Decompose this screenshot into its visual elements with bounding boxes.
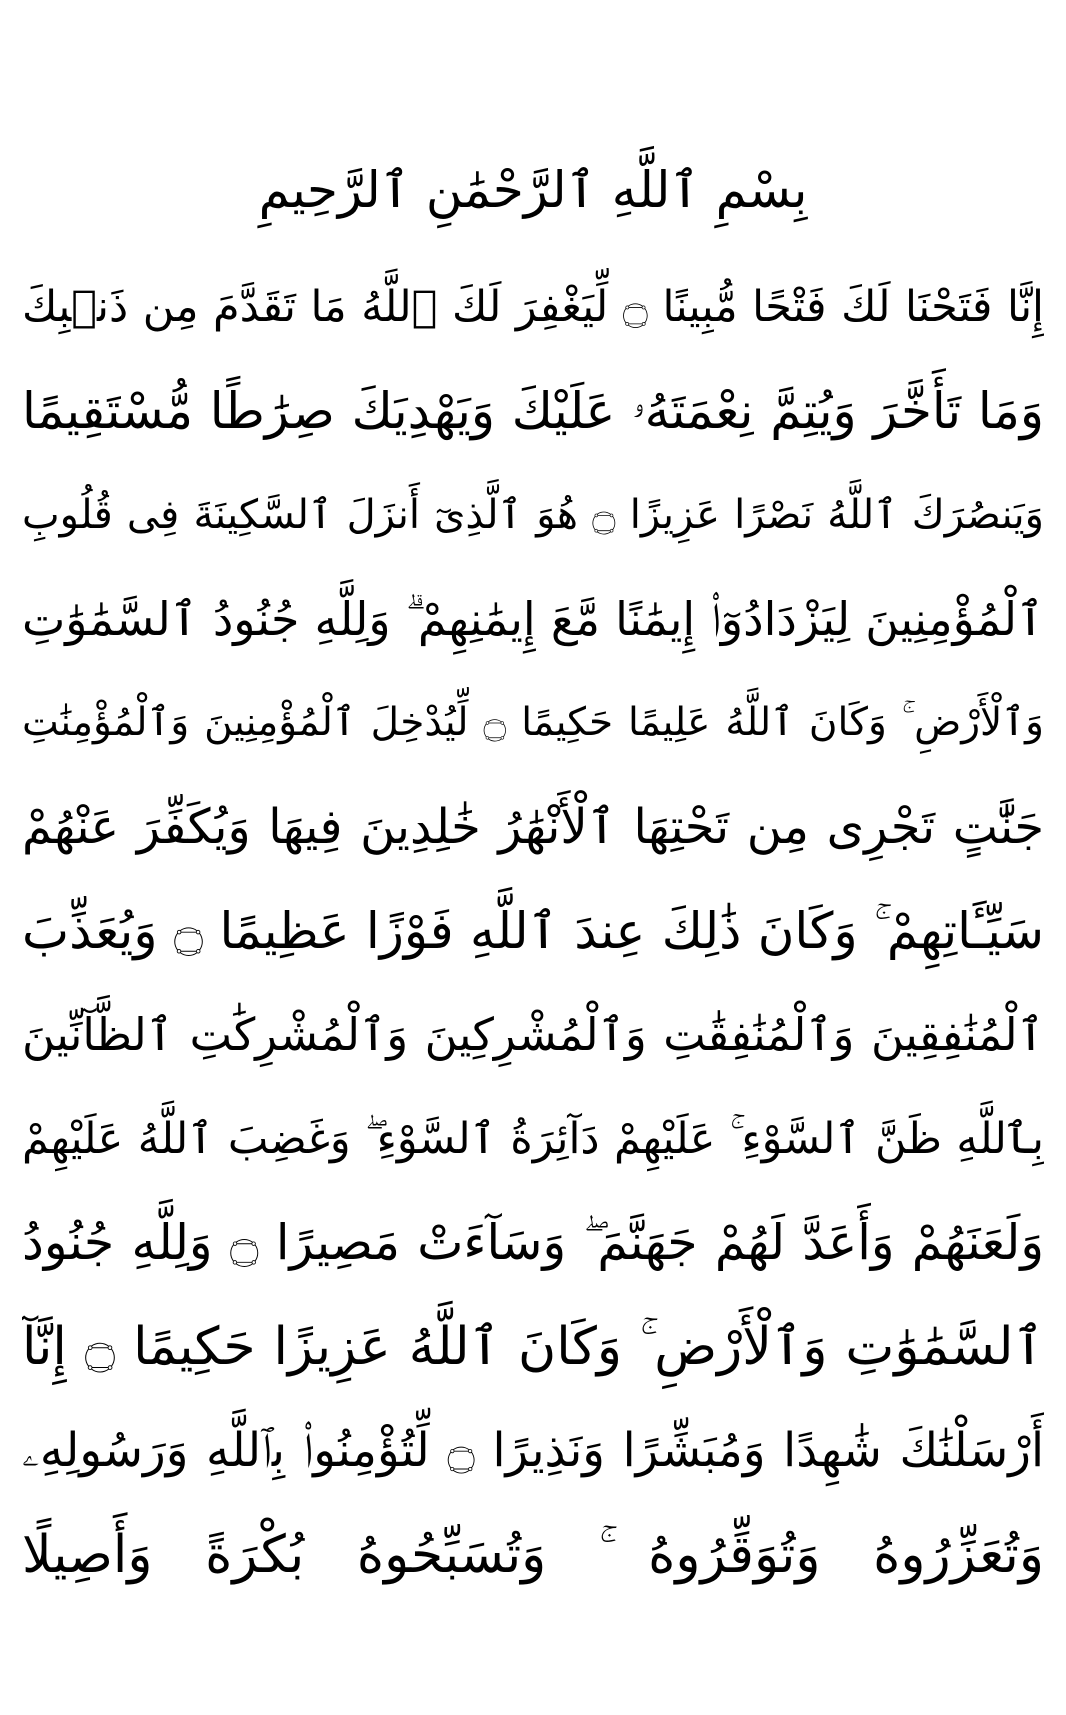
verse-line-7: سَيِّـَٔاتِهِمْ ۚ وَكَانَ ذَٰلِكَ عِندَ ٱللَّهِ فَوْزًا عَظِيمًا ۝ وَيُعَذِّبَ (22, 902, 1044, 960)
verse-line-4: ٱلْمُؤْمِنِينَ لِيَزْدَادُوٓا۟ إِيمَٰنًا مَّعَ إِيمَٰنِهِمْ ۗ وَلِلَّهِ جُنُودُ ٱلسَّمَٰوَٰتِ (22, 592, 1044, 646)
verse-line-5: وَٱلْأَرْضِ ۚ وَكَانَ ٱللَّهُ عَلِيمًا حَكِيمًا ۝ لِّيُدْخِلَ ٱلْمُؤْمِنِينَ وَٱلْمُؤْمِنَٰتِ (22, 700, 1044, 745)
verse-line-13: وَتُعَزِّرُوهُ وَتُوَقِّرُوهُ ۚ وَتُسَبِّحُوهُ بُكْرَةً وَأَصِيلًا (22, 1525, 1044, 1585)
verse-line-9: بِٱللَّهِ ظَنَّ ٱلسَّوْءِ ۚ عَلَيْهِمْ دَآئِرَةُ ٱلسَّوْءِ ۖ وَغَضِبَ ٱللَّهُ عَلَيْهِمْ (22, 1114, 1044, 1164)
verse-line-1: إِنَّا فَتَحْنَا لَكَ فَتْحًا مُّبِينًا ۝ لِّيَغْفِرَ لَكَ ٱللَّهُ مَا تَقَدَّمَ مِن ذَنۢبِكَ (22, 282, 1044, 332)
verse-line-11: ٱلسَّمَٰوَٰتِ وَٱلْأَرْضِ ۚ وَكَانَ ٱللَّهُ عَزِيزًا حَكِيمًا ۝ إِنَّآ (22, 1317, 1044, 1377)
verse-line-6: جَنَّٰتٍ تَجْرِى مِن تَحْتِهَا ٱلْأَنْهَٰرُ خَٰلِدِينَ فِيهَا وَيُكَفِّرَ عَنْهُمْ (22, 799, 1044, 855)
verse-line-8: ٱلْمُنَٰفِقِينَ وَٱلْمُنَٰفِقَٰتِ وَٱلْمُشْرِكِينَ وَٱلْمُشْرِكَٰتِ ٱلظَّآنِّينَ (22, 1008, 1044, 1061)
verse-lines (22, 255, 1044, 1607)
basmala: بِسْمِ ٱللَّهِ ٱلرَّحْمَٰنِ ٱلرَّحِيمِ (258, 161, 808, 219)
verse-line-12: أَرْسَلْنَٰكَ شَٰهِدًا وَمُبَشِّرًا وَنَذِيرًا ۝ لِّتُؤْمِنُوا۟ بِٱللَّهِ وَرَسُولِهِۦ (22, 1423, 1044, 1478)
verse-line-10: وَلَعَنَهُمْ وَأَعَدَّ لَهُمْ جَهَنَّمَ ۖ وَسَآءَتْ مَصِيرًا ۝ وَلِلَّهِ جُنُودُ (22, 1214, 1044, 1271)
verse-line-3: وَيَنصُرَكَ ٱللَّهُ نَصْرًا عَزِيزًا ۝ هُوَ ٱلَّذِىٓ أَنزَلَ ٱلسَّكِينَةَ فِى قُلُوبِ (22, 492, 1044, 538)
verse-line-2: وَمَا تَأَخَّرَ وَيُتِمَّ نِعْمَتَهُۥ عَلَيْكَ وَيَهْدِيَكَ صِرَٰطًا مُّسْتَقِيمًا (22, 382, 1044, 440)
